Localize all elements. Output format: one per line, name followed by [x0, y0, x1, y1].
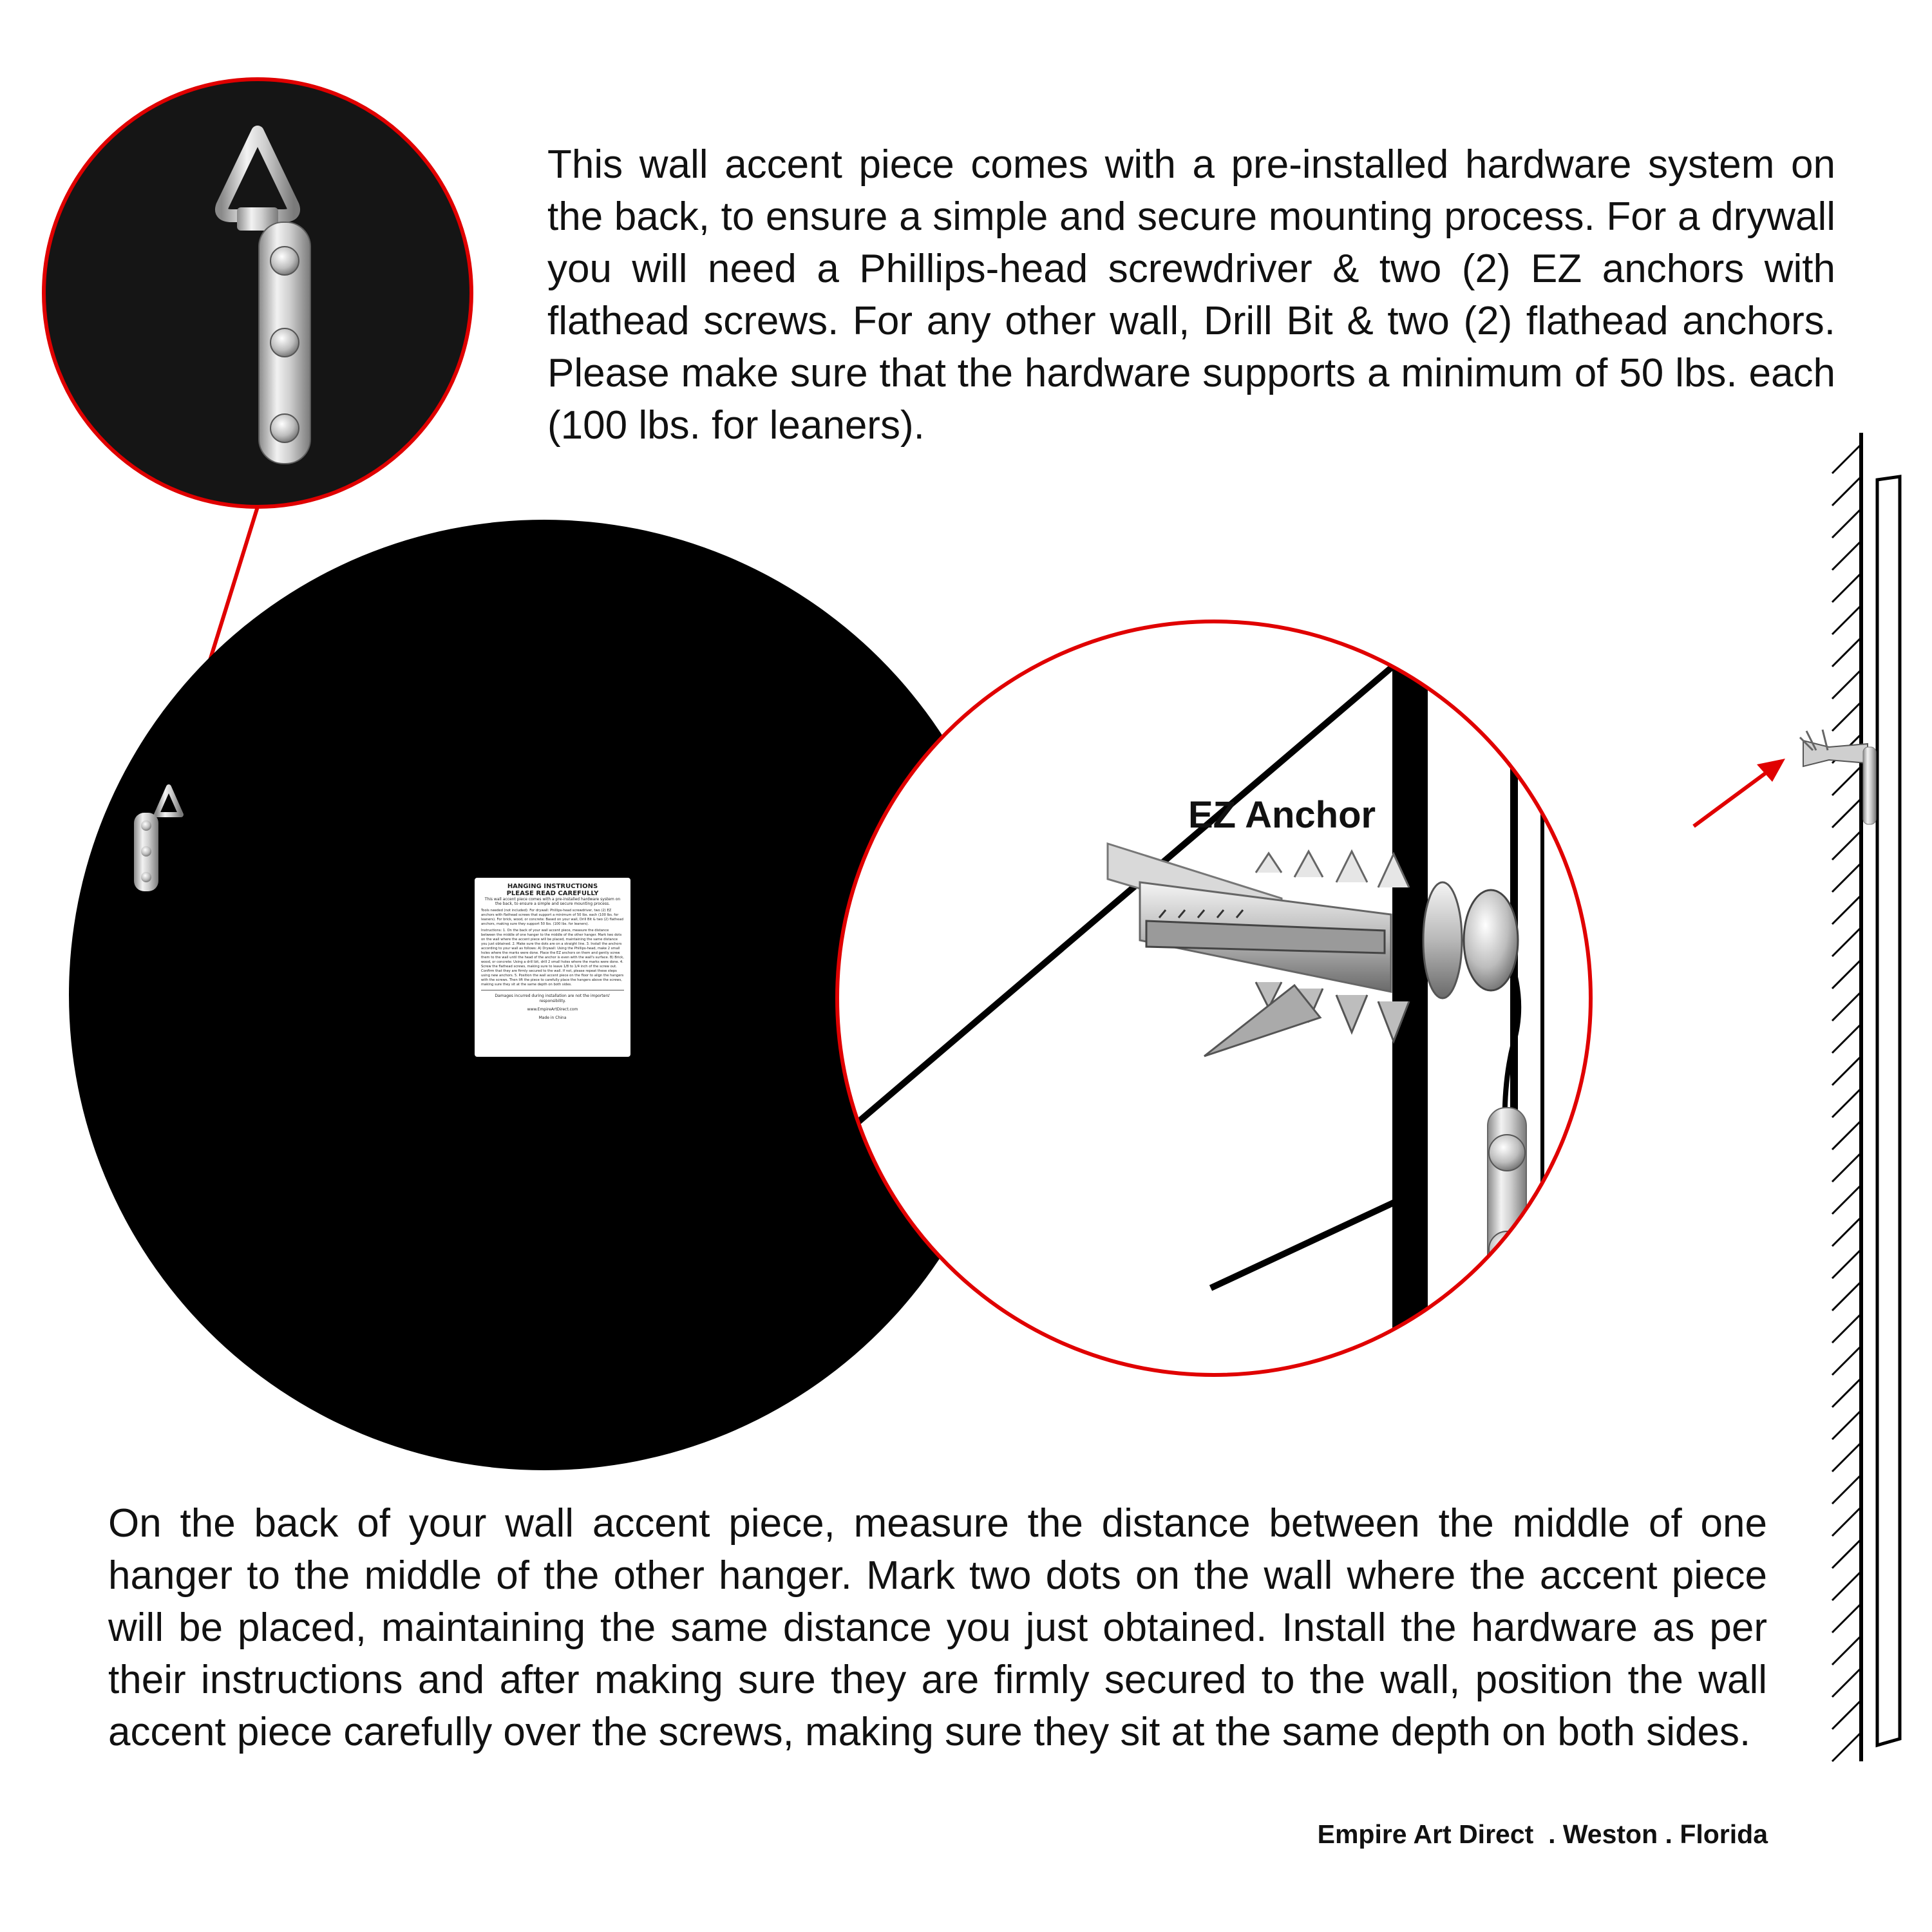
hanger-closeup [44, 79, 471, 507]
wall-side-view [1800, 433, 1900, 1761]
label-steps: Instructions: 1. On the back of your wall accent piece, measure the distance between the middle of one hanger to the middle of the other hanger. Mark two dots on the wall where the accent piece will be placed, maintaining the same distance you just obtained. 2. Make sure the dots are on a straight line. 3. Install the anchors according to your wall as follows: A) Drywall: Using the Phillips-head, make 2 small holes where the marks were done. Place the EZ anchors on them and gently screw them to the wall until the head of the anchor is even with the wall's surface. B) Brick, wood, or concrete: Using a drill bit, drill 2 small holes where the marks were done. 4. Screw the flathead screws, making sure to leave 1/8 to 1/4 inch of the screw out. Confirm that they are firmly secured to the wall. If not, please repeat these steps using new anchors. 5. Position the wall accent piece on the floor to align the hangers with the screws. Then lift the piece to carefully place the hangers above the screws, making sure they sit at the same depth on both sides. [481, 929, 624, 987]
strap-screw-icon [270, 328, 299, 357]
mounting-instructions: On the back of your wall accent piece, measure the distance between the middle of one hanger to the middle of the other hanger. Mark two dots on the wall where the accent piece will be placed, maintaining the same distance you just obtained. Install the hardware as per their instructions and after making sure they are firmly secured to the wall, position the wall accent piece carefully over the screws, making sure they sit at the same depth on both sides. [108, 1501, 1767, 1754]
label-title: HANGING INSTRUCTIONS [507, 883, 598, 890]
anchor-pointer-arrow [1694, 759, 1785, 826]
accent-piece-profile [1877, 477, 1900, 1745]
hanging-instructions-label [475, 878, 630, 1057]
label-disclaimer: Damages incurred during installation are not the importers' responsibility. [495, 994, 611, 1003]
label-tools: Tools needed (not included): For drywall: Phillips-head screwdriver, two (2) EZ anchors with flathead screws that support a minimum of 50 lbs. each (100 lbs. for leaners). For brick, wood, or concrete: Based on your wall, Drill Bit & two (2) flathead anchors, making sure they support 50 lbs. (100 lbs. for leaners). [481, 909, 623, 926]
intro-instructions: This wall accent piece comes with a pre-installed hardware system on the back, to ensure a simple and secure mounting process. For a drywall you will need a Phillips-head screwdriver & two (2) EZ anchors with flathead screws. For any other wall, Drill Bit & two (2) flathead anchors. Please make sure that the hardware supports a minimum of 50 lbs. each (100 lbs. for leaners). [547, 142, 1835, 448]
strap-screw-icon [270, 414, 299, 442]
label-website: www.EmpireArtDirect.com [527, 1007, 578, 1012]
label-title-warning: PLEASE READ CAREFULLY [506, 890, 599, 897]
label-origin: Made in China [538, 1016, 567, 1020]
strap-screw-icon [270, 247, 299, 275]
anchor-closeup [837, 451, 1681, 1443]
company-footer: Empire Art Direct . Weston . Florida [1317, 1819, 1768, 1849]
wall-board [1392, 580, 1428, 1417]
side-anchor-icon [1800, 730, 1876, 824]
screw-head-icon [1464, 890, 1518, 990]
label-subtitle: This wall accent piece comes with a pre-installed hardware system on the back, to ensure a simple and secure mounting process. [484, 897, 621, 906]
ez-anchor-label: EZ Anchor [1188, 794, 1376, 836]
wall-hatching [1832, 444, 1861, 1761]
